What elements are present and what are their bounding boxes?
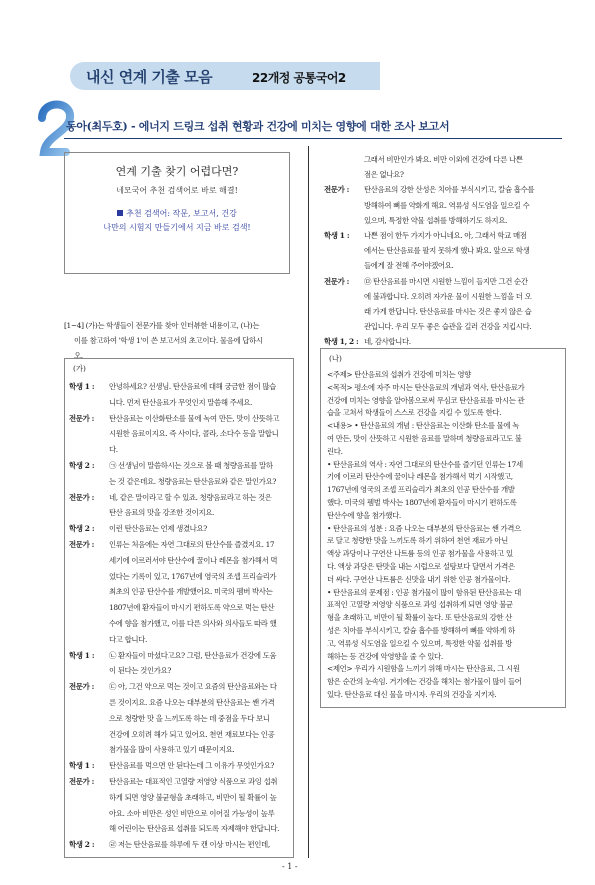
dialog-text: 네, 같은 말이라고 할 수 있죠. 청량음료라고 하는 것은 — [109, 492, 272, 502]
speaker-label: 전문가 : — [324, 185, 349, 195]
speaker-label: 학생 1, 2 : — [324, 337, 359, 347]
dialog-text: 최초의 인공 탄산수를 개발했어요. 미국의 펨버 박사는 — [109, 587, 273, 597]
dialog-text: 에 불과합니다. 오히려 자가운 물이 시원한 느낌을 더 오 — [364, 291, 532, 301]
question-intro-line: [1~4] (가)는 학생들이 전문가를 찾아 인터뷰한 내용이고, (나)는 — [64, 321, 260, 330]
dialog-text: 탄산음료의 강한 산성은 치아를 부식시키고, 칼슘 흡수를 — [364, 185, 535, 195]
dialog-text: 탄산음료는 대표적인 고열량 저영양 식품으로 과잉 섭취 — [109, 777, 278, 786]
promo-keywords-row — [65, 208, 289, 219]
dialog-text: 1807년에 환자들이 마시기 편하도록 약으로 먹는 탄산 — [109, 603, 275, 613]
dialog-text: 관입니다. 우리 모두 좋은 습관을 길러 건강을 지킵시다. — [364, 322, 532, 332]
dialog-text: 네, 감사합니다. — [364, 337, 411, 347]
dialog-text: 수에 향을 첨가했고, 이를 다른 의사와 의사들도 따라 했 — [109, 619, 277, 628]
report-line: <주제> 탄산음료의 섭취가 건강에 미치는 영향 — [327, 370, 471, 379]
dialog-text: 이런 탄산음료는 언제 생겼나요? — [109, 524, 207, 534]
dialog-text: ㉠ 선생님이 말씀하시는 것으로 볼 때 청량음료를 말하 — [109, 461, 273, 470]
speaker-label: 전문가 : — [324, 276, 349, 286]
report-label: (나) — [329, 354, 342, 363]
dialog-text: 첨가물을 많이 사용하고 있기 때문이지요. — [109, 745, 235, 755]
report-line: 습을 고쳐서 학생들이 스스로 건강을 지킬 수 있도록 한다. — [327, 408, 502, 418]
square-bullet-icon — [117, 210, 123, 216]
dialog-text: ㉡ 환자들이 마셨다고요? 그럼, 탄산음료가 건강에 도움 — [109, 650, 277, 660]
question-intro — [64, 318, 292, 364]
dialog-text: 건강에 오히려 해가 되고 있어요. 천연 재료보다는 인공 — [109, 729, 275, 739]
report-line: 고, 역류성 식도염을 일으킬 수 있으며, 특정한 약물 섭취를 방 — [327, 638, 512, 648]
dialog-text: 다고 합니다. — [109, 634, 147, 644]
dialog-text: 해 어린이는 탄산음료 섭취를 되도록 자제해야 한답니다. — [109, 824, 280, 834]
report-line: 1767년에 영국의 조셉 프리슬리가 최초의 인공 탄산수를 개발 — [327, 485, 515, 495]
dialog-text: ㉣ 저는 탄산음료를 하루에 두 캔 이상 마시는 편인데, — [109, 840, 270, 850]
dialog-text: 나쁜 점이 한두 가지가 아니네요. 아, 그래서 학교 매점 — [364, 231, 527, 240]
dialog-text: 인류는 처음에는 자연 그대로의 탄산수를 즐겼지요. 17 — [109, 540, 275, 549]
report-line: 더 싸다. 구연산 나트륨은 신맛을 내기 위한 인공 첨가물이다. — [327, 574, 510, 584]
speaker-label: 전문가 : — [69, 540, 94, 549]
page-number: - 1 - — [282, 862, 298, 871]
speaker-label: 학생 2 : — [69, 840, 95, 850]
report-line: <내용> • 탄산음료의 개념 : 탄산음료는 이산화 탄소를 물에 녹 — [327, 421, 519, 431]
report-line: 건강에 미치는 영향을 알아봄으로써 무심코 탄산음료를 마시는 관 — [327, 395, 525, 405]
report-line: 했다. 미국의 펨벌 박사는 1807년에 환자들이 마시기 편하도록 — [327, 498, 517, 507]
document-title: 동아(최두호) - 에너지 드링크 섭취 현황과 건강에 미치는 영향에 대한 조사 보고서 — [66, 120, 450, 133]
speaker-label: 학생 1 : — [69, 761, 95, 771]
dialog-text: 었다는 기록이 있고, 1767년에 영국의 조셉 프리슬리가 — [109, 571, 277, 581]
dialog-text: 아요. 소아 비만은 성인 비만으로 이어질 가능성이 높루 — [109, 808, 275, 818]
dialog-text: 래 가게 한답니다. 탄산음료를 마시는 것은 좋지 않은 습 — [364, 307, 532, 316]
report-line: 성은 치아를 부식시키고, 칼슘 흡수를 방해하여 뼈를 약하게 하 — [327, 626, 515, 635]
report-line: 기에 이르러 탄산수에 꿀이나 레몬을 첨가해서 먹기 시작했고, — [327, 472, 513, 482]
banner-subtitle: 22개정 공통국어2 — [252, 71, 346, 85]
report-line: 탄산수에 향을 첨가했다. — [327, 510, 401, 520]
interview-label: (가) — [73, 364, 86, 373]
dialog-text: 방해하여 뼈를 약화게 해요. 역류성 식도염을 일으킬 수 — [364, 200, 530, 210]
report-line: • 탄산음료의 역사 : 자연 그대로의 탄산수를 즐기던 인류는 17세 — [327, 459, 523, 469]
speaker-label: 학생 1 : — [69, 650, 95, 660]
speaker-label: 학생 2 : — [69, 461, 95, 470]
report-line: • 탄산음료의 성분 : 요즘 나오는 대부분의 탄산음료는 쌘 가격으 — [327, 523, 521, 533]
report-line: 로 달고 청량한 맛을 느끼도록 하기 위하여 천연 재료가 아닌 — [327, 536, 508, 546]
dialog-text: 에서는 탄산음료를 팔지 못하게 했나 봐요. 앞으로 학생 — [364, 246, 530, 256]
dialog-text: 탄산 음료의 맛을 강조한 것이지요. — [109, 508, 215, 518]
dialog-text: ㉤ 탄산음료를 마시면 시원한 느낌이 들지만 그건 순간 — [364, 276, 528, 286]
dialog-text: 하게 되면 영양 불균형을 초래하고, 비만이 될 확률이 높 — [109, 792, 277, 802]
speaker-label: 학생 1 : — [69, 382, 95, 391]
promo-tagline: 나만의 시험지 만들기에서 지금 바로 검색! — [103, 223, 251, 232]
report-line: <제언> 우리가 시원함을 느끼기 위해 마시는 탄산음료, 그 시원 — [327, 664, 520, 674]
promo-keywords: 추천 검색어: 작문, 보고서, 건강 — [126, 209, 237, 218]
dialog-text: 니다. 먼저 탄산음료가 무엇인지 말씀해 주세요. — [109, 397, 252, 407]
speaker-label: 전문가 : — [69, 492, 94, 502]
report-box — [320, 348, 566, 708]
dialog-text: ㉢ 아, 그건 약으로 먹는 것이고 요즘의 탄산음료와는 다 — [109, 682, 277, 692]
dialog-text: 는 것 같은데요. 청량음료는 탄산음료와 같은 말인가요? — [109, 476, 276, 486]
report-line: 해하는 등 건강에 악영향을 줄 수 있다. — [327, 651, 443, 661]
report-line: 형을 초래하고, 비만이 될 확률이 높다. 또 탄산음료의 강한 산 — [327, 613, 512, 623]
report-line: 함은 순간의 눈속임. 거기에는 건강을 해치는 첨가물이 많이 들어 — [327, 677, 522, 687]
promo-box — [64, 152, 290, 274]
dialog-text: 있으며, 특정한 약물 섭취를 방해하기도 하지요. — [364, 215, 507, 225]
title-rule — [64, 138, 562, 139]
report-line: 여 만든, 맛이 산뜻하고 시원한 음료를 말하며 청량음료라고도 불 — [327, 434, 522, 443]
speaker-label: 전문가 : — [69, 682, 94, 692]
question-intro-line: 오. — [74, 351, 83, 361]
speaker-label: 전문가 : — [69, 777, 94, 786]
dialog-text: 다. — [109, 445, 118, 455]
dialog-text: 세기에 이르러서야 탄산수에 꿀이나 레몬을 첨가해서 먹 — [109, 555, 278, 565]
dialog-text: 시원한 음료이지요. 즉 사이다, 콜라, 소다수 등을 말합니 — [109, 429, 279, 439]
interview-box — [64, 358, 294, 858]
promo-title: 연계 기출 찾기 어렵다면? — [115, 165, 239, 178]
report-line: <목적> 평소에 자주 마시는 탄산음료의 개념과 역사, 탄산음료가 — [327, 382, 525, 392]
promo-subtitle: 네모국어 추천 검색어로 바로 해결! — [116, 186, 238, 195]
report-line: 액상 과당이나 구연산 나트륨 등의 인공 첨가물을 사용하고 있 — [327, 549, 513, 559]
dialog-text: 그래서 비만인가 봐요. 비만 이외에 건강에 다른 나쁜 — [364, 155, 523, 164]
speaker-label: 학생 1 : — [324, 231, 350, 240]
dialog-text: 탄산음료를 먹으면 안 된다는데 그 이유가 무엇인가요? — [109, 761, 274, 771]
dialog-text: 른 것이지요. 요즘 나오는 대부분의 탄산음료는 쌘 가격 — [109, 698, 275, 707]
dialog-text: 탄산음료는 이산화탄소를 물에 녹여 만든, 맛이 산뜻하고 — [109, 413, 280, 423]
column-divider — [308, 146, 309, 858]
banner-title: 내신 연계 기출 모음 — [86, 68, 213, 86]
report-line: 다. 액상 과당은 탄맛을 내는 시럽으로 설탕보다 달면서 가격은 — [327, 562, 515, 571]
report-line: 표적인 고열량 저영양 식품으로 과잉 섭취하게 되면 영양 불균 — [327, 600, 513, 610]
dialog-text: 안녕하세요? 선생님. 탄산음료에 대해 궁금한 점이 많습 — [109, 382, 276, 391]
dialog-text: 점은 없나요? — [364, 170, 404, 180]
dialog-text: 이 된다는 것인가요? — [109, 666, 171, 676]
speaker-label: 학생 2 : — [69, 524, 95, 534]
report-line: • 탄산음료의 문제점 : 인공 첨가물이 많이 함유된 탄산음료는 대 — [327, 587, 521, 597]
report-line: 있다. 탄산음료 대신 물을 마시자. 우리의 건강을 지키자. — [327, 690, 497, 699]
question-intro-line: 이를 참고하여 '학생 1'이 쓴 보고서의 초고이다. 물음에 답하시 — [74, 336, 263, 346]
report-line: 린다. — [327, 446, 343, 456]
speaker-label: 전문가 : — [69, 413, 94, 423]
dialog-text: 들에게 잘 전해 주어야겠어요. — [364, 261, 454, 271]
dialog-text: 으로 청량한 맛 을 느끼도록 하는 데 중점을 두다 보니 — [109, 713, 270, 723]
